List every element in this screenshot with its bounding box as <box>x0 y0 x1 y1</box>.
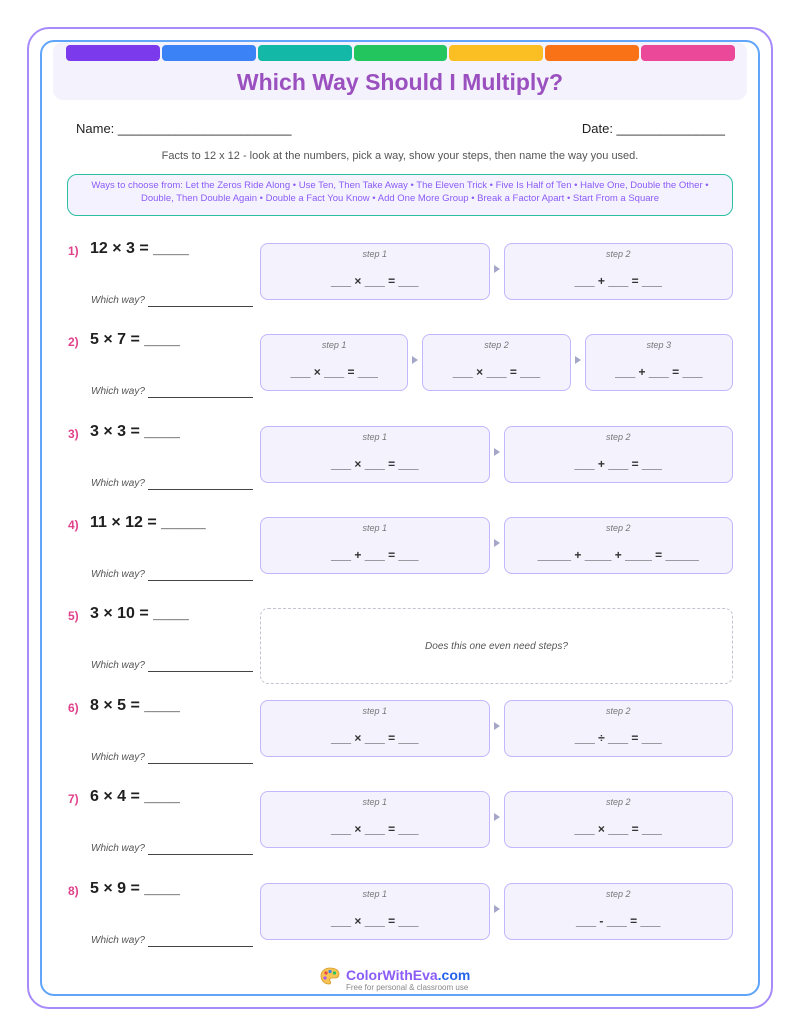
which-way-label: Which way? <box>91 752 145 763</box>
arrow-right-icon <box>494 539 500 547</box>
problem-number: 2) <box>68 335 79 349</box>
step-equation[interactable]: ___ + ___ = ___ <box>331 548 419 562</box>
rainbow-segment <box>641 45 735 61</box>
date-field[interactable]: Date: _______________ <box>581 121 725 136</box>
problem-row <box>0 697 800 787</box>
step-label: step 2 <box>605 523 631 533</box>
problem-expression[interactable]: 5 × 7 = ____ <box>90 331 180 348</box>
brand-main: ColorWithEva <box>346 967 438 983</box>
instructions: Facts to 12 x 12 - look at the numbers, pick a way, show your steps, then name the way you used. <box>161 150 639 162</box>
step-box[interactable] <box>504 426 734 483</box>
problem-number: 7) <box>68 792 79 806</box>
ways-box <box>67 174 733 216</box>
rainbow-segment <box>449 45 543 61</box>
problem-expression[interactable]: 6 × 4 = ____ <box>90 788 180 805</box>
step-equation[interactable]: ___ × ___ = ___ <box>452 365 541 379</box>
step-box[interactable] <box>260 883 490 940</box>
arrow-right-icon <box>412 356 418 364</box>
step-label: step 2 <box>605 249 631 259</box>
problem-row <box>0 331 800 421</box>
name-field[interactable]: Name: ________________________ <box>76 121 292 136</box>
step-label: step 3 <box>646 340 672 350</box>
problem-row <box>0 605 800 695</box>
problem-number: 3) <box>68 427 79 441</box>
step-equation[interactable]: ___ + ___ = ___ <box>615 365 703 379</box>
ways-text: Ways to choose from: Let the Zeros Ride Along • Use Ten, Then Take Away • The Eleven Trick • Five Is Half of Ten • Halve One, Double the Other • Double, Then Double Again • Double a Fact You Know • Add One More Group • Break a Factor Apart • Start From a Square <box>91 180 709 204</box>
page-title: Which Way Should I Multiply? <box>236 69 564 95</box>
step-box[interactable] <box>422 334 570 391</box>
palette-icon <box>320 967 340 985</box>
which-way-label: Which way? <box>91 569 145 580</box>
step-equation[interactable]: ___ × ___ = ___ <box>331 822 419 836</box>
which-way-answer-line[interactable] <box>148 580 253 581</box>
step-box[interactable] <box>504 700 734 757</box>
problem-row <box>0 240 800 330</box>
step-equation[interactable]: ___ + ___ = ___ <box>574 457 662 471</box>
which-way-answer-line[interactable] <box>148 854 253 855</box>
arrow-right-icon <box>575 356 581 364</box>
step-equation[interactable]: ___ + ___ = ___ <box>574 274 662 288</box>
step-label: step 1 <box>362 523 388 533</box>
rainbow-segment <box>162 45 256 61</box>
brand-tagline: Free for personal & classroom use <box>346 983 469 992</box>
problem-expression[interactable]: 5 × 9 = ____ <box>90 880 180 897</box>
which-way-answer-line[interactable] <box>148 397 253 398</box>
problem-expression[interactable]: 11 × 12 = _____ <box>90 514 206 531</box>
problem-expression[interactable]: 12 × 3 = ____ <box>90 240 189 257</box>
problem-expression[interactable]: 8 × 5 = ____ <box>90 697 180 714</box>
which-way-label: Which way? <box>91 295 145 306</box>
step-label: step 1 <box>362 797 388 807</box>
problem-number: 6) <box>68 701 79 715</box>
which-way-answer-line[interactable] <box>148 306 253 307</box>
which-way-answer-line[interactable] <box>148 763 253 764</box>
arrow-right-icon <box>494 905 500 913</box>
problem-row <box>0 514 800 604</box>
step-box[interactable] <box>260 334 408 391</box>
step-box[interactable] <box>260 517 490 574</box>
arrow-right-icon <box>494 265 500 273</box>
step-label: step 1 <box>362 706 388 716</box>
problem-number: 5) <box>68 609 79 623</box>
step-box[interactable] <box>504 883 734 940</box>
step-equation[interactable]: ___ × ___ = ___ <box>331 274 419 288</box>
problem-number: 1) <box>68 244 79 258</box>
problem-row <box>0 880 800 970</box>
problem-number: 4) <box>68 518 79 532</box>
step-equation[interactable]: ___ × ___ = ___ <box>574 822 662 836</box>
step-equation[interactable]: ___ ÷ ___ = ___ <box>574 731 662 745</box>
brand-name <box>346 967 470 983</box>
brand-domain: .com <box>437 967 471 983</box>
step-box[interactable] <box>504 517 734 574</box>
rainbow-segment <box>258 45 352 61</box>
step-label: step 1 <box>362 432 388 442</box>
step-label: step 2 <box>605 706 631 716</box>
arrow-right-icon <box>494 813 500 821</box>
which-way-answer-line[interactable] <box>148 489 253 490</box>
which-way-label: Which way? <box>91 935 145 946</box>
problem-number: 8) <box>68 884 79 898</box>
step-label: step 1 <box>362 249 388 259</box>
which-way-label: Which way? <box>91 386 145 397</box>
which-way-answer-line[interactable] <box>148 671 253 672</box>
step-equation[interactable]: ___ × ___ = ___ <box>331 731 419 745</box>
step-label: step 2 <box>605 889 631 899</box>
which-way-label: Which way? <box>91 478 145 489</box>
step-box[interactable] <box>260 791 490 848</box>
step-label: step 2 <box>484 340 509 350</box>
step-box[interactable] <box>260 700 490 757</box>
rainbow-bar <box>66 45 735 61</box>
arrow-right-icon <box>494 448 500 456</box>
step-box[interactable] <box>504 243 734 300</box>
problem-expression[interactable]: 3 × 3 = ____ <box>90 423 180 440</box>
step-box[interactable] <box>585 334 733 391</box>
step-equation[interactable]: ___ × ___ = ___ <box>331 457 419 471</box>
rainbow-segment <box>66 45 160 61</box>
no-steps-box[interactable] <box>260 608 733 684</box>
step-box[interactable] <box>260 426 490 483</box>
step-equation[interactable]: ___ × ___ = ___ <box>290 365 378 379</box>
step-box[interactable] <box>504 791 734 848</box>
step-equation[interactable]: ___ × ___ = ___ <box>331 914 419 928</box>
rainbow-segment <box>354 45 448 61</box>
no-steps-note: Does this one even need steps? <box>425 641 568 652</box>
step-equation[interactable]: ___ - ___ = ___ <box>576 914 661 928</box>
step-label: step 1 <box>321 340 347 350</box>
arrow-right-icon <box>494 722 500 730</box>
step-label: step 2 <box>605 432 631 442</box>
problem-expression[interactable]: 3 × 10 = ____ <box>90 605 189 622</box>
problem-row <box>0 423 800 513</box>
problem-row <box>0 788 800 878</box>
which-way-label: Which way? <box>91 843 145 854</box>
step-box[interactable] <box>260 243 490 300</box>
step-label: step 2 <box>605 797 631 807</box>
step-label: step 1 <box>362 889 388 899</box>
which-way-answer-line[interactable] <box>148 946 253 947</box>
rainbow-segment <box>545 45 639 61</box>
which-way-label: Which way? <box>91 660 145 671</box>
step-equation[interactable]: _____ + ____ + ____ = _____ <box>537 548 699 562</box>
